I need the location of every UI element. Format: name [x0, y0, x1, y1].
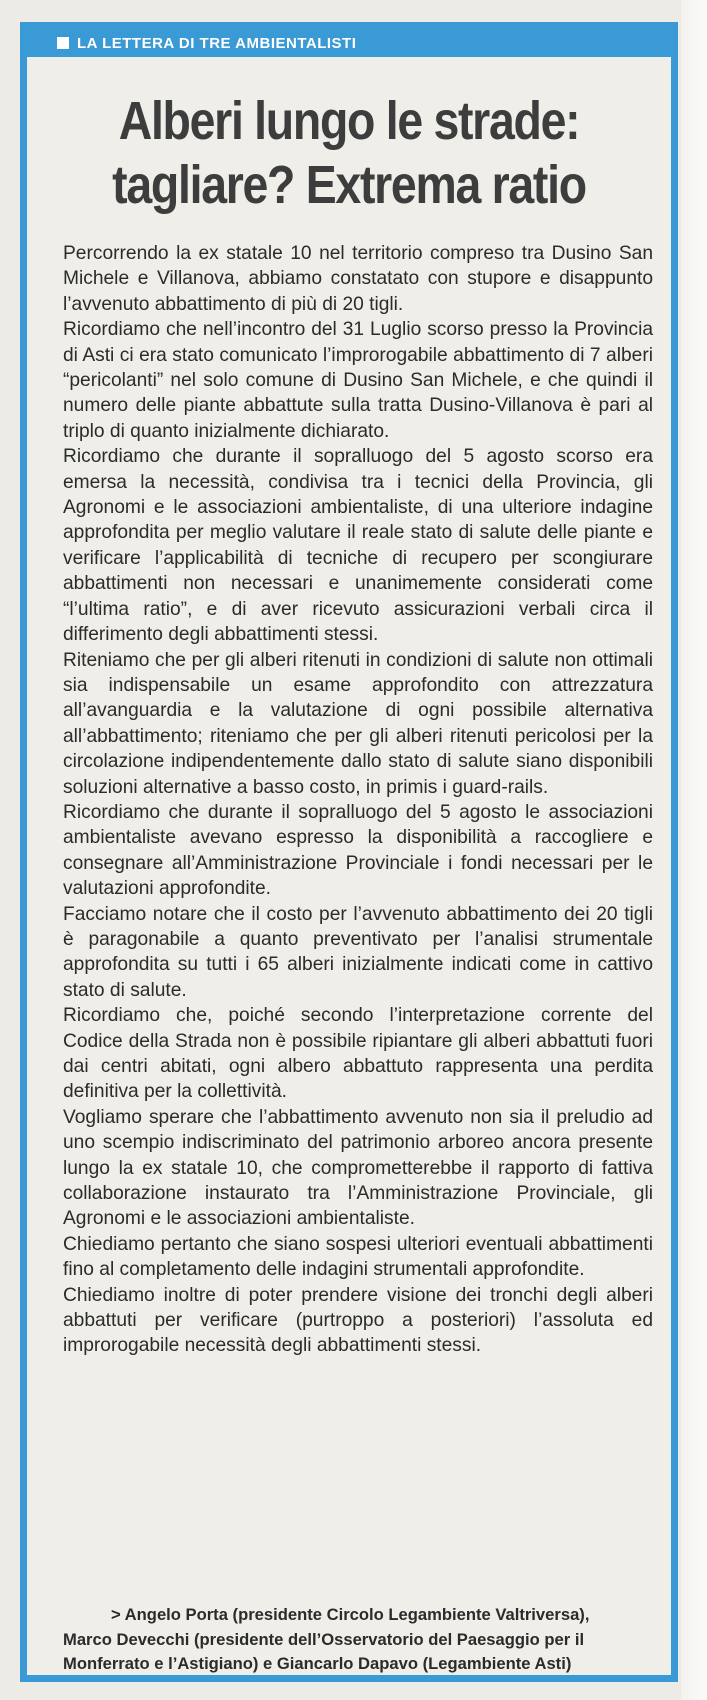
article-frame: [20, 22, 678, 1682]
paragraph: Percorrendo la ex statale 10 nel territorio compreso tra Dusino San Michele e Villanova, abbiamo constatato con stupore e disappunto l’avvenuto abbattimento di più di 20 tigli.: [63, 243, 653, 315]
headline-line-2: tagliare? Extrema ratio: [112, 155, 586, 215]
paragraph: Ricordiamo che, poiché secondo l’interpretazione corrente del Codice della Strada non è possibile ripiantare gli alberi abbattuti fuori dai centri abitati, ogni albero abbattuto rappresenta una perdita definitiva per la collettività.: [63, 1005, 653, 1103]
page-edge: [681, 0, 707, 1700]
paragraph: Vogliamo sperare che l’abbattimento avvenuto non sia il preludio ad uno scempio indiscriminato del patrimonio arboreo ancora presente lungo la ex statale 10, che comprometterebbe il rapporto di fattiva collaborazione instaurato tra l’Amministrazione Provinciale, gli Agronomi e le associazioni ambientaliste.: [63, 1106, 653, 1230]
paragraph: Ricordiamo che durante il sopralluogo del 5 agosto scorso era emersa la necessità, condivisa tra i tecnici della Provincia, gli Agronomi e le associazioni ambientaliste, di una ulteriore indagine approfondita per meglio valutare il reale stato di salute delle piante e verificare l’applicabilità di tecniche di recupero per scongiurare abbattimenti non necessari e unanimemente considerati come “l’ultima ratio”, e di aver ricevuto assicurazioni verbali circa il differimento degli abbattimenti stessi.: [63, 446, 653, 646]
paragraph: Chiediamo pertanto che siano sospesi ulteriori eventuali abbattimenti fino al completamento delle indagini strumentali approfondite.: [63, 1233, 653, 1281]
headline-line-1: Alberi lungo le strade:: [118, 91, 580, 151]
paragraph: Riteniamo che per gli alberi ritenuti in condizioni di salute non ottimali sia indispensabile un esame approfondito con attrezzatura all’avanguardia e la valutazione di ogni possibile alternativa all’abbattimento; riteniamo che per gli alberi ritenuti pericolosi per la circolazione indipendentemente dallo stato di salute siano disponibili soluzioni alternative a basso costo, in primis i guard-rails.: [63, 649, 653, 798]
headline: [89, 89, 608, 217]
paragraph: Facciamo notare che il costo per l’avvenuto abbattimento dei 20 tigli è paragonabile a quanto preventivato per l’analisi strumentale approfondita su tutti i 65 alberi inizialmente indicati come in cattivo stato di salute.: [63, 903, 653, 1001]
paragraph: Chiediamo inoltre di poter prendere visione dei tronchi degli alberi abbattuti per verificare (purtroppo a posteriori) l’assoluta ed improrogabile necessità degli abbattimenti stessi.: [63, 1284, 653, 1357]
square-bullet-icon: [57, 37, 69, 49]
signature: [63, 1603, 653, 1677]
article-body: [63, 241, 653, 1359]
kicker-bar: [27, 29, 671, 57]
signature-line-1: > Angelo Porta (presidente Circolo Legambiente Valtriversa),: [111, 1605, 590, 1624]
paragraph: Ricordiamo che nell’incontro del 31 Luglio scorso presso la Provincia di Asti ci era stato comunicato l’improrogabile abbattimento di 7 alberi “pericolanti” nel solo comune di Dusino San Michele, e che quindi il numero delle piante abbattute sulla tratta Dusino-Villanova è pari al triplo di quanto inizialmente dichiarato.: [63, 319, 653, 442]
signature-line-2: Marco Devecchi (presidente dell’Osservatorio del Paesaggio per il Monferrato e l’Astigiano) e Giancarlo Dapavo (Legambiente Asti): [63, 1629, 585, 1673]
paragraph: Ricordiamo che durante il sopralluogo del 5 agosto le associazioni ambientaliste avevano espresso la disponibilità a raccogliere e consegnare all’Amministrazione Provinciale i fondi necessari per le valutazioni approfondite.: [63, 801, 653, 900]
kicker-label: LA LETTERA DI TRE AMBIENTALISTI: [77, 34, 357, 52]
